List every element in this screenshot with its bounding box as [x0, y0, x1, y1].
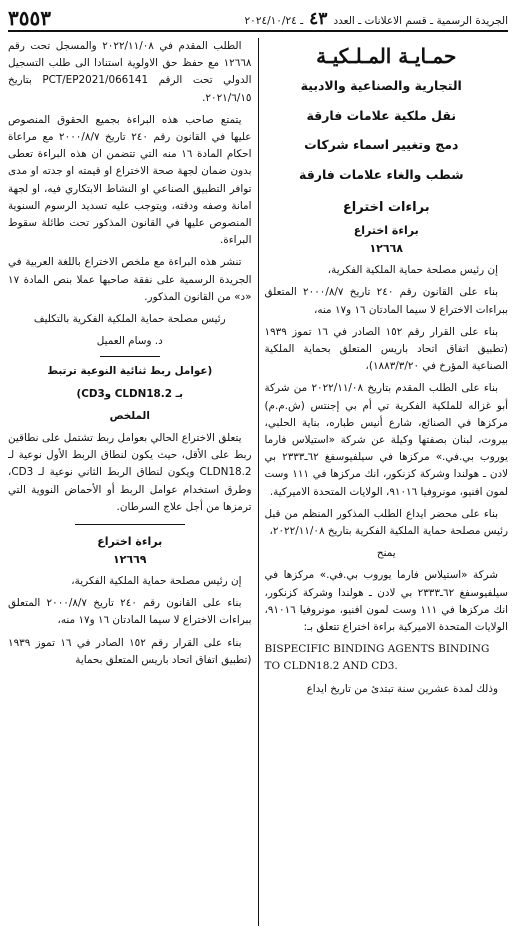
paragraph: بناء على القانون رقم ٢٤٠ تاريخ ٢٠٠٠/٨/٧ المتعلق ببراءات الاختراع لا سيما المادتان ١٦ و١٧ منه، [264, 286, 508, 316]
two-column-body [8, 38, 508, 926]
subtitle-2: نقل ملكية علامات فارقة [306, 107, 457, 123]
paragraph: وذلك لمدة عشرين سنة تبتدئ من تاريخ ايداع [306, 682, 498, 695]
subtitle-3: دمج وتغيير اسماء شركات [304, 137, 459, 152]
paragraph: إن رئيس مصلحة حماية الملكية الفكرية، [71, 575, 242, 588]
left-column [8, 38, 258, 926]
patent-heading: براءة اختراع [353, 224, 419, 238]
header-title: الجريدة الرسمية ـ قسم الاعلانات ـ العدد [333, 15, 508, 27]
signer-name: د. وسام العميل [96, 335, 163, 348]
summary-title-line1: (عوامل ربط ثنائية النوعية ترتبط [47, 365, 213, 378]
english-invention-title: BISPECIFIC BINDING AGENTS BINDING TO CLDN18.2 AND CD3. [264, 643, 490, 673]
header-issue-number: ٤٣ [309, 9, 328, 29]
grant-paragraph: شركة «استيلاس فارما يوروب بي.في.» مركزها في سيلفيوسفغ ٦٢ـ٢٣٣٣ بي لادن ـ هولندا وشركة كزنكور، انك مركزها في ١١١ وست لمون افنيو، مونروفيا ٩١٠١٦، الولايات المتحدة الاميركية براءة اختراع تتعلق بـ: [264, 569, 508, 634]
paragraph: بناء على القانون رقم ٢٤٠ تاريخ ٢٠٠٠/٨/٧ المتعلق ببراءات الاختراع لا سيما المادتان ١٦ و١٧ منه، [7, 597, 252, 627]
signer-title: رئيس مصلحة حماية الملكية الفكرية بالتكليف [33, 313, 226, 326]
header-title-group [245, 9, 508, 30]
patent-number: ١٢٦٦٨ [369, 242, 404, 256]
summary-text: يتعلق الاختراع الحالي بعوامل ربط تشتمل على نطاقين ربط على الأقل، حيث يكون لنطاق الربط الأول نوعية لـ CLDN18.2 ويكون لنطاق الربط الثاني نوعية لـ CD3، وطرق استخدام عوامل الربط أو الأحماض النووية التي ترمزها من أجل علاج السرطان. [7, 432, 252, 513]
paragraph: بناء على القرار رقم ١٥٢ الصادر في ١٦ تموز ١٩٣٩ (تطبيق اتفاق اتحاد باريس المتعلق بحماية [7, 636, 252, 666]
right-column [258, 38, 508, 926]
paragraph: بناء على الطلب المقدم بتاريخ ٢٠٢٢/١١/٠٨ من شركة أبو غزاله للملكية الفكرية تي أم بي إجنتس (ش.م.م) مركزها في الصنائع، شارع أنيس طباره، بناية الحلبي، بيروت، لبنان بصفتها وكيلة عن شركة «استيلاس فارما يوروب بي.في.» مركزها في سيلفيوسفغ ٦٢ـ٢٣٣٣ بي لادن ـ هولندا وشركة كزنكور، انك مركزها في ١١١ وست لمون افنيو، مونروفيا ٩١٠١٦، الولايات المتحدة الاميركية. [264, 382, 508, 498]
patent-heading: براءة اختراع [97, 535, 163, 549]
paragraph: بناء على القرار رقم ١٥٢ الصادر في ١٦ تموز ١٩٣٩ (تطبيق اتفاق اتحاد باريس المتعلق بحماية الملكية الصناعية المؤرخ في ١٨٨٣/٣/٢٠)، [264, 325, 508, 373]
divider [75, 524, 185, 525]
subtitle-1: التجارية والصناعية والادبية [300, 78, 462, 93]
paragraph: بناء على محضر ايداع الطلب المذكور المنظم من قبل رئيس مصلحة حماية الملكية الفكرية بتاريخ ٢٠٢٢/١١/٠٨، [264, 507, 508, 538]
subtitle-4: شطب والغاء علامات فارقة [298, 166, 464, 182]
section-main-title: حمـايـة المـلـكيـة [316, 44, 457, 68]
header-date: ـ ٢٠٢٤/١٠/٢٤ [244, 15, 304, 27]
divider [100, 356, 160, 357]
summary-title-line2: بـ CLDN18.2 وCD3) [76, 387, 184, 400]
paragraph: يتمتع صاحب هذه البراءة بجميع الحقوق المنصوص عليها في القانون رقم ٢٤٠ تاريخ ٢٠٠٠/٨/٧ مع مراعاة احكام المادة ١٦ منه التي تتضمن ان هذه البراءة تعطى بدون ضمان لجهة صحة الاختراع او قيمته او جدته او مدى توافر التطبيق الصناعي او النشاط الابتكاري فيه، او لجهة امانة وصفه ودقته، ويتوجب عليه تسديد الرسوم السنوية المنصوص عليها في القانون المذكور تحت طائلة سقوط البراءة. [7, 113, 252, 247]
summary-label: الملخص [109, 409, 150, 422]
paragraph: إن رئيس مصلحة حماية الملكية الفكرية، [327, 264, 498, 277]
page-header [8, 6, 508, 32]
patents-section-title: براءات اختراع [342, 200, 430, 215]
column-divider [258, 38, 259, 926]
grants-label: يمنح [376, 547, 396, 560]
patent-number: ١٢٦٦٩ [112, 553, 147, 567]
paragraph: الطلب المقدم في ٢٠٢٢/١١/٠٨ والمسجل تحت رقم ١٢٦٦٨ مع حفظ حق الاولوية استنادا الى طلب التسجيل الدولي تحت الرقم PCT/EP2021/066141 بتاريخ ٢٠٢١/٦/١٥. [7, 40, 252, 104]
paragraph: تنشر هذه البراءة مع ملخص الاختراع باللغة العربية في الجريدة الرسمية على نفقة صاحبها عملا بنص المادة ١٧ «د» من القانون المذكور. [7, 256, 252, 303]
page-number: ٣٥٥٣ [8, 6, 51, 30]
